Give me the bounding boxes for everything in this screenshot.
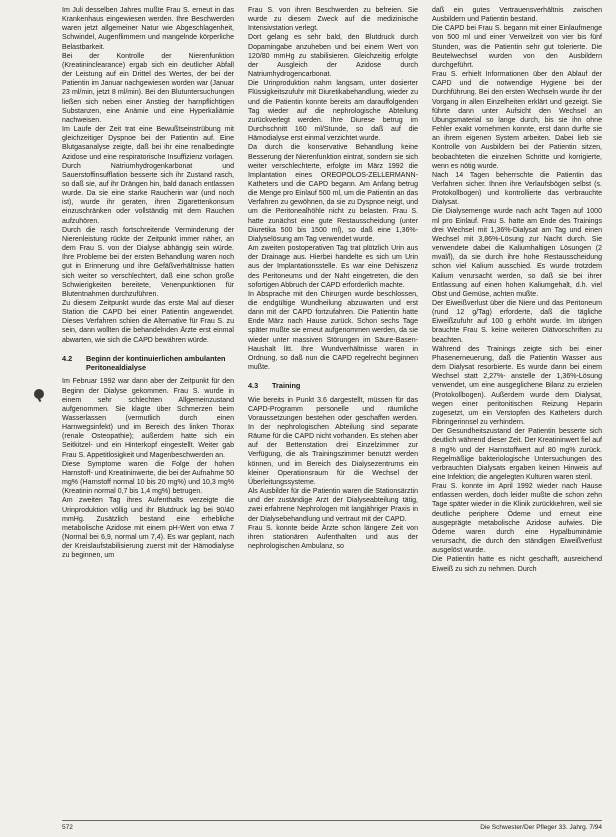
paragraph: Im Laufe der Zeit trat eine Bewußtseinstrübung mit gleichzeitiger Dyspnoe bei der Patientin auf. Eine Blutgasanalyse zeigte, daß bei ihr eine renalbedingte Azidose und eine respiratorische Insuffizienz vorlagen. Durch Natriumhydrogenkarbonat und Sauerstoffinsufflation besserte sich ihr Zustand rasch, so daß sie, auf ihr Drängen hin, bald danach entlassen wurde. Da sie eine starke Raucherin war (und noch ist), wurde ihr geraten, ihren Zigarettenkonsum einzuschränken oder vollständig mit dem Rauchen aufzuhören. [62, 126, 234, 225]
punch-hole-mark [34, 389, 44, 399]
section-number: 4.3 [248, 381, 259, 391]
paragraph: Dort gelang es sehr bald, den Blutdruck durch Dopamingabe anzuheben und bei einem Wert von 120/80 mmHg zu stabilisieren. Gleichzeitig erfolgte der Ausgleich der Azidose durch Natriumhydrogencarbonat. [248, 34, 418, 79]
paragraph: Der Gesundheitszustand der Patientin besserte sich deutlich während dieser Zeit. Der Kreatininwert fiel auf 8 mg% und der Harnstoffwert auf 80 mg% zurück. Regelmäßige bakteriologische Untersuchungen des verbrauchten Dialysats ergaben keinen Hinweis auf eine Infektion; die angelegten Kulturen waren steril. [432, 428, 602, 481]
paragraph: Im Juli desselben Jahres mußte Frau S. erneut in das Krankenhaus eingewiesen werden. Ihre Beschwerden waren jetzt allgemeiner Natur wie Abgeschlagenheit, Schwindel, Augenflimmern und mangelnde körperliche Belastbarkeit. [62, 7, 234, 51]
paragraph: Frau S. konnte beide Ärzte schon längere Zeit von ihren stationären Aufenthalten und aus der nephrologischen Ambulanz, so [248, 524, 418, 551]
paragraph: Zu diesem Zeitpunkt wurde das erste Mal auf dieser Station die CAPD bei einer Patientin angewendet. Dieses Verfahren schien die Alternative für Frau S. zu sein, dann wollten die behandelnden Ärzte erst einmal abwarten, wie sich die CAPD bewähren würde. [62, 300, 234, 344]
journal-reference: Die Schwester/Der Pfleger 33. Jahrg. 7/94 [480, 824, 602, 831]
paragraph: Die Dialysemenge wurde nach acht Tagen auf 1000 ml pro Einlauf. Frau S. hatte am Ende des Trainings drei Wechsel mit 1,36%-Dialysat am Tag und einen Wechsel mit 3,86%-Lösung zur Nacht durch. Sie verwendete dabei die Kaliumhaltigen Lösungen (2 mval/l), da sie durch ihre hohe Restausscheidung schon viel Kalium ausschied. Es wurde trotzdem Kalium verursacht werden, so daß sie bei ihrer Entlassung auf einen hohen Kaliumgehalt, d.h. viel Obst und Gemüse, achten mußte. [432, 208, 602, 298]
paragraph: Wie bereits in Punkt 3.6 dargestellt, müssen für das CAPD-Programm personelle und räumliche Voraussetzungen bestehen oder geschaffen werden. In der nephrologischen Abteilung sind separate Räume für die CAPD nicht vorhanden. Es stehen aber auf der Bettenstation drei Einzelzimmer zur Verfügung, die als Trainingszimmer benutzt werden können, und im Bereich des Dialysezentrums ein kleiner Operationsraum für die Wechsel der Überleitungssysteme. [248, 396, 418, 486]
paragraph: Diese Symptome waren die Folge der hohen Harnstoff- und Kreatininwerte, die bei der Aufnahme 50 mg% (Harnstoff normal 10 bis 20 mg%) und 10,3 mg% (Kreatinin normal 0,7 bis 1,4 mg%) betrugen. [62, 460, 234, 496]
paragraph: Frau S. von ihren Beschwerden zu befreien. Sie wurde zu diesem Zweck auf die medizinische Intensivstation verlegt. [248, 7, 418, 33]
paragraph: Am zweiten postoperativen Tag trat plötzlich Urin aus der Drainage aus. Hierbei handelte es sich um Urin aus der Implantationsstelle. Es war eine Dehiszenz des Peritoneums und der Naht eingetreten, die den sofortigen Abbruch der CAPD erforderlich machte. [248, 245, 418, 289]
text-column-3 [432, 6, 602, 818]
paragraph: Im Februar 1992 war dann aber der Zeitpunkt für den Beginn der Dialyse gekommen. Frau S. wurde in einem sehr schlechten Allgemeinzustand aufgenommen. Sie klagte über Schmerzen beim Wasserlassen (vermutlich durch einen Harnwegsinfekt) und im Bereich des linken Thorax (renale Osteopathie); außerdem hatte sich ein Seitkitzel- und ein Hinterkopf eingestellt. Weiter gab Frau S. Appetitlosigkeit und Magenbeschwerden an. [62, 378, 234, 459]
section-title: Beginn der kontinuierlichen ambulanten Peritonealdialyse [86, 353, 226, 373]
paragraph: Frau S. konnte im April 1992 wieder nach Hause entlassen werden, doch leider mußte die schon zehn Tage später wieder in die Klinik zurückkehren, weil sie deutliche periphere Ödeme und erneut eine ausgeprägte metabolische Azidose aufwies. Die Ödeme waren durch eine Hypalbuminämie verursacht, die durch den ständigen Eiweißverlust ausgelöst wurde. [432, 483, 602, 555]
section-heading [62, 354, 234, 373]
paragraph: daß ein gutes Vertrauensverhältnis zwischen Ausbildern und Patientin bestand. [432, 7, 602, 24]
paragraph: Am zweiten Tag ihres Aufenthalts verzeigte die Urinproduktion völlig und ihr Blutdruck lag bei 90/40 mmHg. Zusätzlich bestand eine erhebliche metabolische Azidose mit einem pH-Wert von etwa 7 (Normal bei 6,9, normal um 7,4). Es war geplant, nach der Kreislaufstabilisierung zuerst mit der Hämodialyse zu beginnen, um [62, 497, 234, 560]
paragraph: Die Urinproduktion nahm langsam, unter dosierter Flüssigkeitszufuhr mit Diuretikabehandlung, wieder zu und die Patientin konnte bereits am darauffolgenden Tag wieder auf die nephrologische Abteilung zurückverlegt werden. Ihre Diurese betrug im Durchschnitt 160 ml/Stunde, so daß auf die Hämodialyse erst einmal verzichtet wurde. [248, 80, 418, 143]
paragraph: Als Ausbilder für die Patientin waren die Stationsärztin und der zuständige Arzt der Dialyseabteilung tätig, zwei erfahrene Nephrologen mit langjähriger Praxis in der Dialysebehandlung und vertraut mit der CAPD. [248, 488, 418, 523]
paragraph: Da durch die konservative Behandlung keine Besserung der Nierenfunktion eintrat, sondern sie sich weiter verschlechterte, erfolgte im März 1992 die Implantation eines OREOPOLOS-ZELLERMANN-Katheters und die CAPD begann. Am Anfang betrug die Menge pro Einlauf 500 ml, um die Patientin an das Verfahren zu gewöhnen, da sie zu Dyspnoe neigt, und um die Peritonealhöhle nicht zu belasten. Frau S. hatte zunächst eine gute Restausscheidung (unter Diuretika 500 bis 1500 ml), so daß eine 1,36%-Dialyselösung am Tag verwendet wurde. [248, 144, 418, 243]
paragraph: Die CAPD bei Frau S. begann mit einer Einlaufmenge von 500 ml und einer Verweilzeit von vier bis fünf Stunden, was die Patientin sehr gut tolerierte. Die Beutelwechsel wurden von den Ausbildern durchgeführt. [432, 25, 602, 69]
footer-rule [62, 820, 602, 821]
paragraph: Nach 14 Tagen beherrschte die Patientin das Verfahren sicher. Ihnen ihre Verlaufsbögen selbst (s. Protokollbogen) und kontrollierte das verbrauchte Dialysat. [432, 171, 602, 207]
paragraph: Die Patientin hatte es nicht geschafft, ausreichend Eiweiß zu sich zu nehmen. Durch [432, 556, 602, 573]
section-number: 4.2 [62, 353, 73, 363]
section-heading [248, 381, 418, 390]
section-title: Training [272, 381, 301, 391]
text-column-1 [62, 6, 234, 818]
page-number: 572 [62, 824, 73, 831]
paragraph: Durch die rasch fortschreitende Verminderung der Nierenleistung rückte der Zeitpunkt immer näher, an dem Frau S. von der Dialyse abhängig sein würde. Ihre Probleme bei der ersten Behandlung waren noch gut in Erinnerung und ihre Gefäßverhältnisse hatten sich weiter so verschlechtert, daß eine schon große Schwierigkeiten bereitete, Venenpunktionen für Blutentnahmen durchzuführen. [62, 226, 234, 298]
paragraph: Während des Trainings zeigte sich bei einer Phasenerneuerung, daß die Patientin Wasser aus dem Dialysat resorbierte. Es wurde dann bei einem Wechsel statt 2,27%- anstelle der 1,36%-Lösung verwendet, um eine ausgeglichene Bilanz zu erzielen (Protokollbogen). Außerdem wurde dem Dialysat, wegen einer peritonitischen Reizung Heparin zugesetzt, um ein Verstopfen des Katheters durch Fibringerinnsel zu verhindern. [432, 345, 602, 427]
paragraph: In Absprache mit den Chirurgen wurde beschlossen, die endgültige Wundheilung abzuwarten und erst dann mit der CAPD fortzufahren. Die Patientin hatte Ende März nach Hause zurück. Schon sechs Tage später mußte sie erneut aufgenommen werden, da sie wieder unter massiven Störungen im Säure-Basen-Haushalt litt. Ihre Wundverhältnisse waren in Ordnung, so daß nun die CAPD regelrecht beginnen mußte. [248, 290, 418, 372]
page-footer [62, 824, 602, 831]
paragraph: Bei der Kontrolle der Nierenfunktion (Kreatininclearance) ergab sich ein deutlicher Abfall der Leistung auf ein Drittel des Wertes, der bei der Patientin im Januar nachgewiesen worden war (Januar 23 ml/min, jetzt 8 ml/min). Bei den Blutuntersuchungen ließen sich neben einer Anstieg der harnpflichtigen Substanzen, eine Anämie und eine Hyperkaliämie nachweisen. [62, 52, 234, 124]
text-column-2 [248, 6, 418, 818]
paragraph: Der Eiweißverlust über die Niere und das Peritoneum (rund 12 g/Tag) erforderte, daß die tägliche Eiweißzufuhr auf 100 g erhöht wurde. Im übrigen brauchte Frau S. keine weiteren Diätvorschriften zu beachten. [432, 300, 602, 344]
paragraph: Frau S. erhielt Informationen über den Ablauf der CAPD und die notwendige Hygiene bei der Durchführung. Bei den ersten Wechseln wurde ihr der Vorgang in allen Einzelheiten erklärt und gezeigt. Sie führte dann unter Aufsicht den Wechsel an Übungsmaterial so lange durch, bis sie ihn ohne Fehler exakt vornehmen konnte, erst dann durfte sie an ihrem eigenen System arbeiten. Dabei lieb sie Kontrolle von Ausbildern bei der Patientin sitzen, beobachteten die einzelnen Schritte und korrigierte, wenn es nötig wurde. [432, 71, 602, 170]
